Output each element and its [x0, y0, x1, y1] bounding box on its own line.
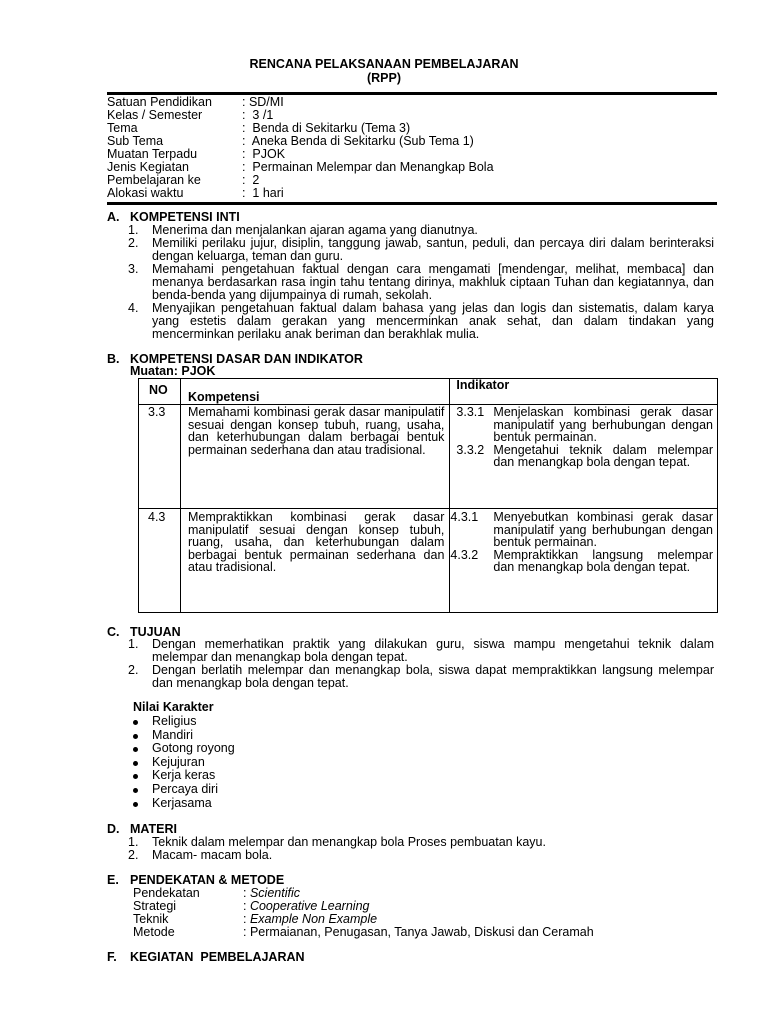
indikator-item [456, 406, 713, 444]
bullet-icon [133, 747, 138, 752]
row-no: 4.3 [139, 509, 181, 613]
metode-colon: : [243, 925, 250, 939]
list-item [128, 263, 714, 302]
item-number: 1. [128, 637, 139, 651]
indikator-item [450, 511, 713, 549]
identity-label: Kelas / Semester [107, 108, 203, 122]
bullet-icon [133, 761, 138, 766]
metode-label: Metode [133, 925, 175, 939]
identity-label: Alokasi waktu [107, 186, 184, 200]
section-letter: A. [107, 210, 120, 224]
indikator-text: Mempraktikkan langsung melempar dan menangkap bola dengan tepat. [493, 547, 713, 575]
metode-label: Pendekatan [133, 886, 200, 900]
metode-value: Cooperative Learning [249, 899, 370, 913]
identity-label: Jenis Kegiatan [107, 160, 190, 174]
list-item [128, 302, 714, 341]
table-row [139, 509, 718, 613]
bullet-icon [133, 720, 138, 725]
metode-value: Example Non Example [249, 912, 378, 926]
identity-value: : 2 [242, 173, 260, 187]
list-item [128, 237, 714, 263]
section-title: KOMPETENSI DASAR DAN INDIKATOR [130, 352, 363, 366]
muatan-label: Muatan: PJOK [130, 364, 216, 378]
header-no: NO [139, 379, 181, 405]
identity-value: : Aneka Benda di Sekitarku (Sub Tema 1) [242, 134, 474, 148]
metode-label: Teknik [133, 912, 169, 926]
section-title: KEGIATAN PEMBELAJARAN [130, 950, 305, 964]
metode-colon: : [243, 899, 250, 913]
metode-value: Permaianan, Penugasan, Tanya Jawab, Diskusi dan Ceramah [249, 925, 594, 939]
indikator-item [450, 549, 713, 574]
section-letter: D. [107, 822, 120, 836]
identity-label: Satuan Pendidikan [107, 95, 212, 109]
item-number: 4. [128, 301, 139, 315]
metode-label: Strategi [133, 899, 177, 913]
indikator-text: Menyebutkan kombinasi gerak dasar manipulatif yang berhubungan dengan bentuk permainan. [493, 510, 713, 550]
identity-value: : Permainan Melempar dan Menangkap Bola [242, 160, 494, 174]
identity-rule [107, 202, 717, 205]
item-text: Dengan memerhatikan praktik yang dilakukan guru, siswa mampu mengetahui teknik dalam melempar dan menangkap bola dengan tepat. [152, 637, 714, 664]
item-text: Menyajikan pengetahuan faktual dalam bahasa yang jelas dan logis dan sistematis, dalam karya yang estetis dalam gerakan yang mencerminkan anak sehat, dan dalam tindakan yang mencerminkan perilaku anak beriman dan berakhlak mulia. [152, 301, 714, 341]
nilai-text: Kerja keras [152, 768, 216, 783]
header-indikator: Indikator [450, 379, 718, 405]
nilai-text: Religius [152, 714, 197, 728]
nilai-text: Kerjasama [152, 795, 212, 810]
metode-value: Scientific [249, 886, 300, 900]
identity-value: : PJOK [242, 147, 286, 161]
indikator-code: 4.3.2 [450, 547, 479, 562]
nilai-text: Gotong royong [152, 741, 235, 756]
item-text: Teknik dalam melempar dan menangkap bola Proses pembuatan kayu. [152, 835, 546, 849]
document-subtitle: (RPP) [366, 71, 402, 85]
identity-value: : 1 hari [242, 186, 284, 200]
bullet-icon [133, 802, 138, 807]
identity-label: Muatan Terpadu [107, 147, 198, 161]
bullet-icon [133, 774, 138, 779]
list-item [128, 849, 714, 862]
kompetensi-text: Memahami kombinasi gerak dasar manipulatif sesuai dengan konsep tubuh, ruang, usaha, dan keterhubungan dalam berbagai bentuk permainan sederhana dan atau tradisional. [187, 405, 445, 457]
section-letter: F. [107, 950, 117, 964]
section-letter: B. [107, 352, 120, 366]
indikator-code: 4.3.1 [450, 510, 479, 524]
identity-label: Sub Tema [107, 134, 164, 148]
item-number: 2. [128, 848, 139, 862]
list-item [128, 664, 714, 690]
section-title: PENDEKATAN & METODE [130, 873, 285, 887]
indikator-text: Menjelaskan kombinasi gerak dasar manipulatif yang berhubungan dengan bentuk permainan. [493, 405, 713, 445]
identity-label: Tema [107, 121, 138, 135]
indikator-item [456, 444, 713, 469]
item-number: 1. [128, 835, 139, 849]
nilai-karakter-heading: Nilai Karakter [133, 700, 214, 714]
section-letter: E. [107, 873, 119, 887]
table-row [139, 405, 718, 509]
item-text: Dengan berlatih melempar dan menangkap bola, siswa dapat mempraktikkan langsung melempar dan menangkap bola dengan tepat. [152, 663, 714, 690]
bullet-icon [133, 788, 138, 793]
list-item [128, 638, 714, 664]
identity-value: : 3 /1 [242, 108, 274, 122]
metode-colon: : [243, 912, 250, 926]
section-title: TUJUAN [130, 625, 181, 639]
section-letter: C. [107, 625, 120, 639]
indikator-text: Mengetahui teknik dalam melempar dan menangkap bola dengan tepat. [493, 442, 713, 470]
nilai-text: Percaya diri [152, 782, 218, 796]
indikator-code: 3.3.2 [456, 442, 485, 457]
nilai-text: Mandiri [152, 727, 193, 742]
nilai-text: Kejujuran [152, 754, 205, 769]
document-title: RENCANA PELAKSANAAN PEMBELAJARAN [249, 57, 519, 71]
row-indikator [450, 509, 718, 613]
row-kompetensi [180, 405, 449, 509]
section-title: MATERI [130, 822, 177, 836]
item-number: 1. [128, 223, 139, 237]
metode-colon: : [243, 886, 250, 900]
row-no: 3.3 [139, 405, 181, 509]
item-text: Memahami pengetahuan faktual dengan cara mengamati [mendengar, melihat, membaca] dan menanya berdasarkan rasa ingin tahu tentang dirinya, makhluk ciptaan Tuhan dan kegiatannya, dan benda-benda yang dijumpainya di rumah, sekolah. [152, 262, 714, 302]
identity-value: : SD/MI [242, 95, 284, 109]
identity-label: Pembelajaran ke [107, 173, 201, 187]
table-header-row [139, 379, 718, 405]
bullet-icon [133, 734, 138, 739]
item-text: Macam- macam bola. [152, 848, 273, 862]
item-number: 2. [128, 663, 139, 677]
item-text: Memiliki perilaku jujur, disiplin, tanggung jawab, santun, peduli, dan percaya diri dalam berinteraksi dengan keluarga, teman dan guru. [152, 236, 714, 263]
item-text: Menerima dan menjalankan ajaran agama yang dianutnya. [152, 223, 478, 237]
header-kompetensi: Kompetensi [180, 379, 449, 405]
section-title: KOMPETENSI INTI [130, 210, 240, 224]
row-indikator [450, 405, 718, 509]
kd-table [138, 378, 718, 613]
kompetensi-text: Mempraktikkan kombinasi gerak dasar manipulatif sesuai dengan konsep tubuh, ruang, usaha, dan keterhubungan dalam berbagai bentuk permainan sederhana dan atau tradisional. [187, 510, 445, 575]
identity-value: : Benda di Sekitarku (Tema 3) [242, 121, 411, 135]
indikator-code: 3.3.1 [456, 405, 485, 419]
item-number: 2. [128, 236, 139, 250]
row-kompetensi [180, 509, 449, 613]
item-number: 3. [128, 262, 139, 276]
